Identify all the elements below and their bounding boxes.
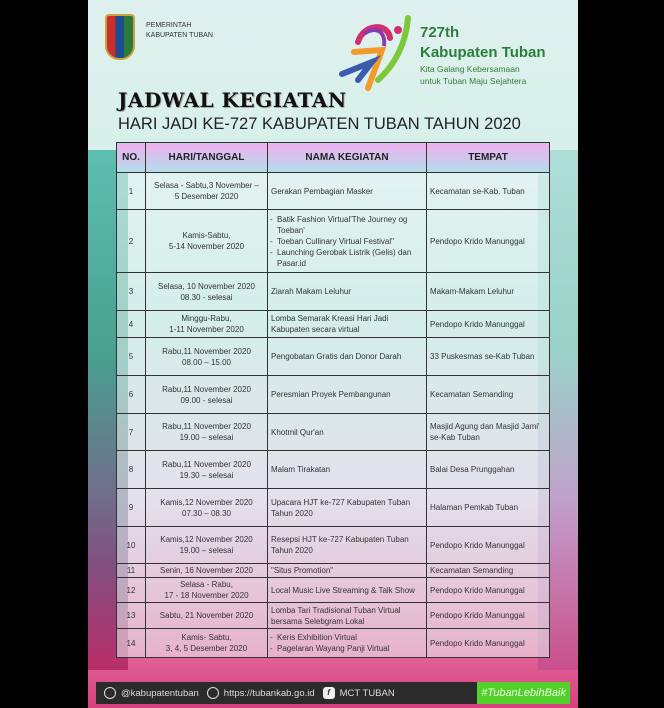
row-number: 11 xyxy=(117,564,146,578)
row-event: "Situs Promotion" xyxy=(268,564,427,578)
table-row xyxy=(117,527,550,564)
globe-icon xyxy=(207,687,219,699)
table-row xyxy=(117,376,550,414)
row-number: 12 xyxy=(117,578,146,603)
instagram-link[interactable]: @kabupatentuban xyxy=(104,687,199,699)
row-number: 13 xyxy=(117,603,146,629)
header-no: NO. xyxy=(117,143,146,173)
event-item: - Toeban Cullinary Virtual Festival" xyxy=(271,236,423,247)
row-number: 9 xyxy=(117,489,146,527)
row-place: Pendopo Krido Manunggal xyxy=(427,603,550,629)
table-row xyxy=(117,629,550,658)
row-place: Balai Desa Prunggahan xyxy=(427,451,550,489)
row-place: Pendopo Krido Manunggal xyxy=(427,311,550,338)
footer-bar xyxy=(96,682,570,704)
row-event xyxy=(268,210,427,273)
anniversary-text: 727th Kabupaten Tuban Kita Galang Kebersamaan untuk Tuban Maju Sejahtera xyxy=(420,24,546,86)
row-event: Local Music Live Streaming & Talk Show xyxy=(268,578,427,603)
row-date: Kamis-Sabtu, 5-14 November 2020 xyxy=(146,210,268,273)
row-event xyxy=(268,629,427,658)
row-place: Kecamatan se-Kab. Tuban xyxy=(427,173,550,210)
table-row xyxy=(117,210,550,273)
anniversary-727-logo xyxy=(338,12,416,92)
row-date: Minggu-Rabu, 1-11 November 2020 xyxy=(146,311,268,338)
row-place: Pendopo Krido Manunggal xyxy=(427,578,550,603)
table-row xyxy=(117,451,550,489)
event-item: - Keris Exhibition Virtual xyxy=(271,632,423,643)
row-date: Kamis,12 November 2020 19.00 – selesai xyxy=(146,527,268,564)
table-header-row xyxy=(117,143,550,173)
row-number: 14 xyxy=(117,629,146,658)
row-date: Selasa, 10 November 2020 08.30 - selesai xyxy=(146,273,268,311)
row-date: Rabu,11 November 2020 19.30 – selesai xyxy=(146,451,268,489)
event-item: - Pagelaran Wayang Panji Virtual xyxy=(271,643,423,654)
website-link[interactable]: https://tubankab.go.id xyxy=(207,687,315,699)
row-date: Selasa - Sabtu,3 November – 5 Desember 2020 xyxy=(146,173,268,210)
row-event: Ziarah Makam Leluhur xyxy=(268,273,427,311)
table-row xyxy=(117,338,550,376)
instagram-icon xyxy=(104,687,116,699)
row-date: Kamis,12 November 2020 07.30 – 08.30 xyxy=(146,489,268,527)
row-number: 10 xyxy=(117,527,146,564)
row-place: Halaman Pemkab Tuban xyxy=(427,489,550,527)
poster xyxy=(88,0,578,708)
facebook-link[interactable]: f MCT TUBAN xyxy=(323,687,395,699)
table-row xyxy=(117,311,550,338)
poster-title: JADWAL KEGIATAN xyxy=(118,88,347,112)
schedule-table xyxy=(116,142,550,658)
table-row xyxy=(117,489,550,527)
facebook-icon: f xyxy=(323,687,335,699)
row-date: Rabu,11 November 2020 08.00 – 15.00 xyxy=(146,338,268,376)
row-number: 6 xyxy=(117,376,146,414)
header-event: NAMA KEGIATAN xyxy=(268,143,427,173)
row-number: 2 xyxy=(117,210,146,273)
table-row xyxy=(117,273,550,311)
row-number: 7 xyxy=(117,414,146,451)
row-number: 3 xyxy=(117,273,146,311)
tuban-crest-logo xyxy=(105,14,135,60)
row-event: Gerakan Pembagian Masker xyxy=(268,173,427,210)
row-number: 5 xyxy=(117,338,146,376)
row-date: Kamis- Sabtu, 3, 4, 5 Desember 2020 xyxy=(146,629,268,658)
header-date: HARI/TANGGAL xyxy=(146,143,268,173)
row-event: Lomba Semarak Kreasi Hari Jadi Kabupaten secara virtual xyxy=(268,311,427,338)
table-row xyxy=(117,603,550,629)
header-place: TEMPAT xyxy=(427,143,550,173)
table-row xyxy=(117,173,550,210)
poster-subtitle: HARI JADI KE-727 KABUPATEN TUBAN TAHUN 2020 xyxy=(118,115,521,133)
hashtag: #TubanLebihBaik xyxy=(477,682,570,704)
row-place: Pendopo Krido Manunggal xyxy=(427,210,550,273)
event-item: - Launching Gerobak Listrik (Gelis) dan Pasar.id xyxy=(271,247,423,269)
row-place: Pendopo Krido Manunggal xyxy=(427,629,550,658)
row-date: Sabtu, 21 November 2020 xyxy=(146,603,268,629)
row-event: Khotmil Qur'an xyxy=(268,414,427,451)
table-row xyxy=(117,564,550,578)
row-number: 4 xyxy=(117,311,146,338)
row-event: Upacara HJT ke-727 Kabupaten Tuban Tahun 2020 xyxy=(268,489,427,527)
row-event: Resepsi HJT ke-727 Kabupaten Tuban Tahun 2020 xyxy=(268,527,427,564)
row-event: Lomba Tari Tradisional Tuban Virtual bersama Selebgram Lokal xyxy=(268,603,427,629)
row-date: Senin, 16 November 2020 xyxy=(146,564,268,578)
row-number: 8 xyxy=(117,451,146,489)
table-row xyxy=(117,414,550,451)
row-event: Peresmian Proyek Pembangunan xyxy=(268,376,427,414)
row-place: Makam-Makam Leluhur xyxy=(427,273,550,311)
row-place: 33 Puskesmas se-Kab Tuban xyxy=(427,338,550,376)
row-place: Pendopo Krido Manunggal xyxy=(427,527,550,564)
row-place: Kecamatan Semanding xyxy=(427,564,550,578)
row-number: 1 xyxy=(117,173,146,210)
row-date: Rabu,11 November 2020 09.00 - selesai xyxy=(146,376,268,414)
row-event: Malam Tirakatan xyxy=(268,451,427,489)
government-label: PEMERINTAH KABUPATEN TUBAN xyxy=(146,22,213,39)
event-item: - Batik Fashion Virtual'The Journey og Toeban' xyxy=(271,214,423,236)
row-place: Kecamatan Semanding xyxy=(427,376,550,414)
table-row xyxy=(117,578,550,603)
row-date: Rabu,11 November 2020 19.00 – selesai xyxy=(146,414,268,451)
row-place: Masjid Agung dan Masjid Jami' se-Kab Tuban xyxy=(427,414,550,451)
row-date: Selasa - Rabu, 17 - 18 November 2020 xyxy=(146,578,268,603)
row-event: Pengobatan Gratis dan Donor Darah xyxy=(268,338,427,376)
